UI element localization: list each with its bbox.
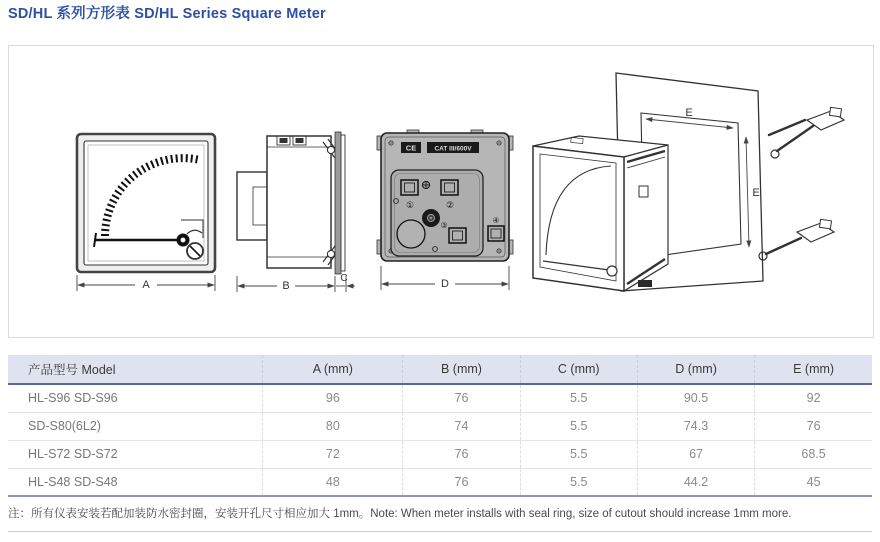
dim-label-e-height: E — [752, 187, 760, 199]
cell-e: 92 — [755, 384, 872, 412]
terminal-1 — [401, 180, 418, 195]
table-row — [8, 468, 872, 496]
terminal-1-number: ① — [405, 200, 415, 210]
clamp-screw-head-bottom — [819, 219, 831, 228]
terminal-2-number: ② — [445, 200, 455, 210]
ce-mark-label: CE — [405, 143, 417, 153]
front-view-drawing — [65, 128, 227, 298]
meter-body-side — [267, 136, 331, 268]
cell-b: 76 — [403, 440, 520, 468]
cell-c: 5.5 — [520, 412, 637, 440]
back-view-drawing — [363, 128, 521, 296]
rear-port-hole — [397, 220, 425, 248]
header-c: C (mm) — [520, 355, 637, 384]
dim-label-c: C — [340, 273, 348, 284]
table-header-row — [8, 355, 872, 384]
dimensions-table — [8, 355, 872, 497]
terminal-4 — [488, 226, 504, 241]
cell-d: 74.3 — [637, 412, 754, 440]
table-row — [8, 384, 872, 412]
terminal-3 — [449, 228, 466, 243]
cell-model: HL-S72 SD-S72 — [8, 440, 263, 468]
case-screw-tr — [497, 141, 501, 145]
dim-label-b: B — [282, 280, 290, 292]
cell-b: 76 — [403, 384, 520, 412]
cell-b: 76 — [403, 468, 520, 496]
center-knob-dot — [430, 217, 432, 219]
cell-b: 74 — [403, 412, 520, 440]
rating-label: CAT III/600V — [434, 145, 472, 153]
installation-note: 注：所有仪表安装若配加装防水密封圈，安装开孔尺寸相应加大 1mm。Note: When meter installs with seal ring, size of cutout should increase 1mm more. — [8, 508, 792, 520]
terminal-3-number: ③ — [440, 221, 448, 230]
cell-d: 90.5 — [637, 384, 754, 412]
dim-label-e-width: E — [685, 107, 693, 119]
cell-e: 76 — [755, 412, 872, 440]
cell-d: 44.2 — [637, 468, 754, 496]
header-d: D (mm) — [637, 355, 754, 384]
cell-c: 5.5 — [520, 440, 637, 468]
technical-drawings-panel — [8, 45, 874, 338]
cell-e: 68.5 — [755, 440, 872, 468]
cell-model: SD-S80(6L2) — [8, 412, 263, 440]
knob-3d — [607, 266, 617, 276]
dim-label-d: D — [441, 278, 449, 290]
cell-model: HL-S96 SD-S96 — [8, 384, 263, 412]
case-screw-tl — [389, 141, 393, 145]
terminal-4-number: ④ — [492, 216, 500, 225]
pivot-center — [181, 238, 186, 243]
installation-view-drawing — [513, 58, 865, 310]
clamp-screw-bottom — [327, 250, 334, 257]
cell-e: 45 — [755, 468, 872, 496]
bezel-lip — [341, 135, 345, 271]
cell-c: 5.5 — [520, 384, 637, 412]
clamp-screw-top — [327, 146, 334, 153]
header-model: 产品型号 Model — [8, 355, 263, 384]
clamp-rod-top-2 — [769, 120, 805, 135]
page-title: SD/HL 系列方形表 SD/HL Series Square Meter — [8, 6, 326, 22]
cell-a: 48 — [263, 468, 403, 496]
side-label-block — [638, 280, 652, 287]
rear-cover — [237, 172, 267, 240]
dim-label-a: A — [142, 279, 150, 291]
case-screw-br — [497, 249, 501, 253]
mounting-panel-section — [335, 132, 341, 274]
cell-a: 72 — [263, 440, 403, 468]
terminal-2 — [441, 180, 458, 195]
header-a: A (mm) — [263, 355, 403, 384]
table-row — [8, 412, 872, 440]
cell-model: HL-S48 SD-S48 — [8, 468, 263, 496]
header-b: B (mm) — [403, 355, 520, 384]
clamp-screw-head-top — [829, 107, 841, 116]
cell-c: 5.5 — [520, 468, 637, 496]
cell-a: 80 — [263, 412, 403, 440]
bottom-divider — [8, 531, 872, 532]
terminal-screw-dark-2 — [296, 138, 304, 143]
clamp-rod-bottom — [766, 238, 801, 254]
terminal-screw-dark-1 — [280, 138, 288, 143]
header-e: E (mm) — [755, 355, 872, 384]
table-row — [8, 440, 872, 468]
side-view-drawing — [235, 130, 357, 296]
cell-d: 67 — [637, 440, 754, 468]
cell-a: 96 — [263, 384, 403, 412]
